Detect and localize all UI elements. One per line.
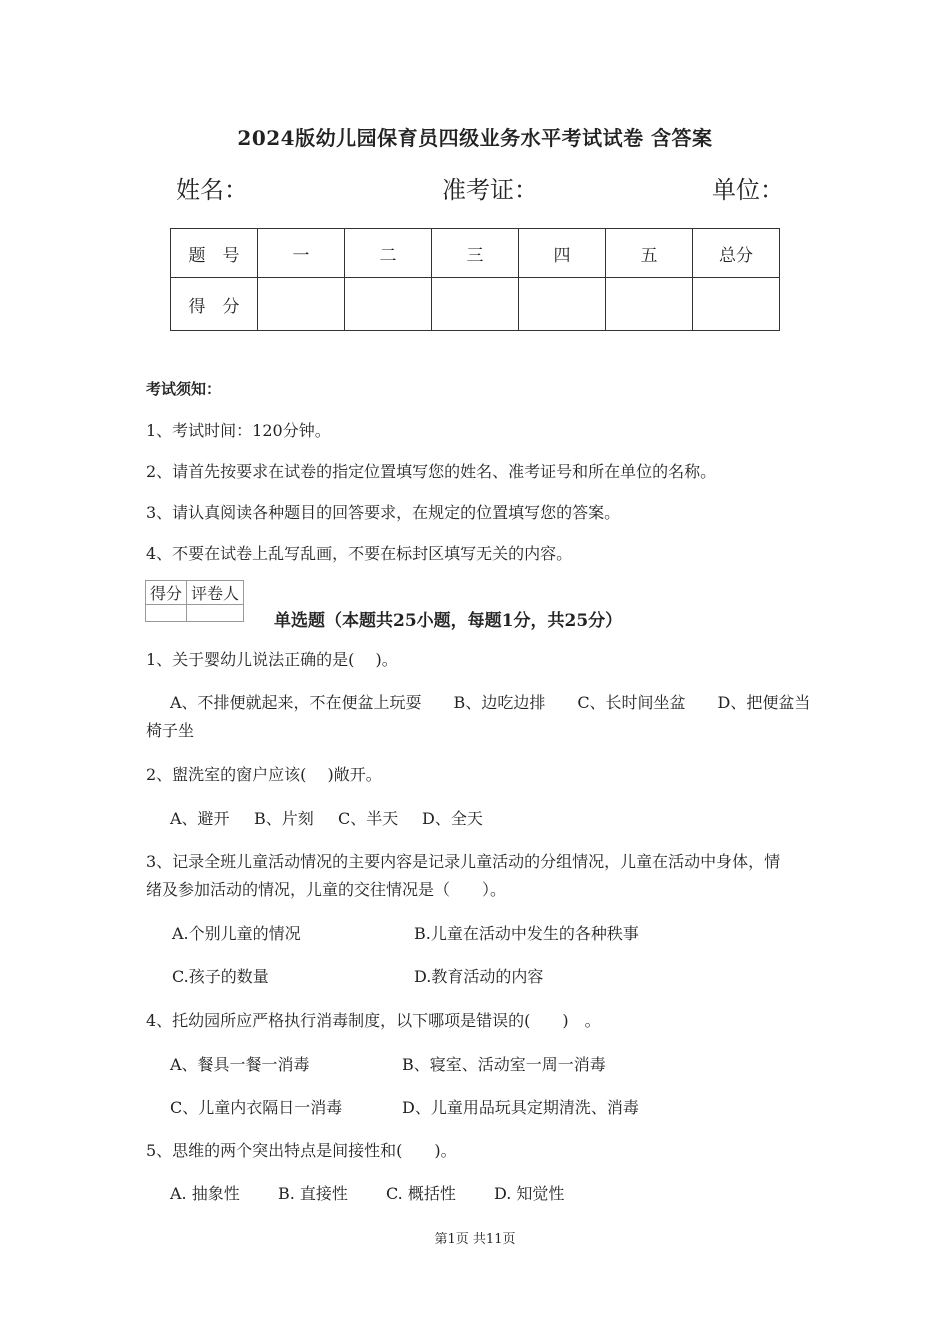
score-table-header: 总分	[693, 229, 780, 278]
note-item: 3、请认真阅读各种题目的回答要求，在规定的位置填写您的答案。	[146, 503, 621, 522]
question-options: A、不排便就起来，不在便盆上玩耍 B、边吃边排 C、长时间坐盆 D、把便盆当	[170, 693, 811, 712]
score-table-header: 五	[606, 229, 693, 278]
question-stem: 1、关于婴幼儿说法正确的是( )。	[146, 650, 398, 669]
grader-reviewer-label: 评卷人	[187, 581, 244, 605]
score-table	[170, 228, 780, 331]
score-table-header: 一	[258, 229, 345, 278]
option: B.儿童在活动中发生的各种秩事	[414, 924, 639, 943]
score-cell[interactable]	[432, 278, 519, 331]
score-cell[interactable]	[606, 278, 693, 331]
note-item: 4、不要在试卷上乱写乱画，不要在标封区填写无关的内容。	[146, 544, 573, 563]
grader-box	[145, 580, 244, 622]
unit-field-label: 单位：	[712, 176, 784, 204]
score-table-header: 三	[432, 229, 519, 278]
name-field-label: 姓名：	[176, 176, 248, 204]
question-stem: 2、盥洗室的窗户应该( )敞开。	[146, 765, 382, 784]
option: C、儿童内衣隔日一消毒	[170, 1098, 343, 1117]
option: B、寝室、活动室一周一消毒	[402, 1055, 606, 1074]
question-stem: 5、思维的两个突出特点是间接性和( )。	[146, 1141, 457, 1160]
note-item: 1、考试时间：120分钟。	[146, 421, 331, 440]
question-options: 椅子坐	[146, 721, 195, 740]
option: D.教育活动的内容	[414, 967, 544, 986]
option: C. 概括性	[386, 1184, 456, 1203]
score-table-header: 四	[519, 229, 606, 278]
option: C、半天	[338, 809, 399, 828]
grader-score-cell[interactable]	[146, 605, 187, 622]
score-table-header: 二	[345, 229, 432, 278]
score-table-header-row	[171, 229, 780, 278]
page-footer: 第1页 共11页	[434, 1232, 516, 1247]
page-title: 2024版幼儿园保育员四级业务水平考试试卷 含答案	[237, 126, 713, 150]
score-row-label: 得 分	[171, 278, 258, 331]
option: B、片刻	[254, 809, 314, 828]
option: A. 抽象性	[170, 1184, 240, 1203]
question-stem: 绪及参加活动的情况，儿童的交往情况是（ ）。	[146, 880, 507, 899]
score-table-score-row	[171, 278, 780, 331]
section-title: 单选题（本题共25小题，每题1分，共25分）	[274, 611, 623, 631]
grader-reviewer-cell[interactable]	[187, 605, 244, 622]
option: A、避开	[170, 809, 230, 828]
option: B. 直接性	[278, 1184, 348, 1203]
notes-title: 考试须知：	[146, 380, 222, 398]
note-item: 2、请首先按要求在试卷的指定位置填写您的姓名、准考证号和所在单位的名称。	[146, 462, 717, 481]
grader-score-label: 得分	[146, 581, 187, 605]
score-cell[interactable]	[519, 278, 606, 331]
exam-id-field-label: 准考证：	[442, 176, 538, 204]
score-table-header: 题 号	[171, 229, 258, 278]
option: C.孩子的数量	[172, 967, 269, 986]
option: D. 知觉性	[494, 1184, 565, 1203]
score-cell[interactable]	[345, 278, 432, 331]
question-stem: 3、记录全班儿童活动情况的主要内容是记录儿童活动的分组情况，儿童在活动中身体，情	[146, 852, 781, 871]
question-stem: 4、托幼园所应严格执行消毒制度，以下哪项是错误的( ) 。	[146, 1011, 601, 1030]
option: A.个别儿童的情况	[172, 924, 301, 943]
option: D、全天	[422, 809, 483, 828]
option: D、儿童用品玩具定期清洗、消毒	[402, 1098, 639, 1117]
option: A、餐具一餐一消毒	[170, 1055, 310, 1074]
score-cell[interactable]	[258, 278, 345, 331]
score-cell[interactable]	[693, 278, 780, 331]
